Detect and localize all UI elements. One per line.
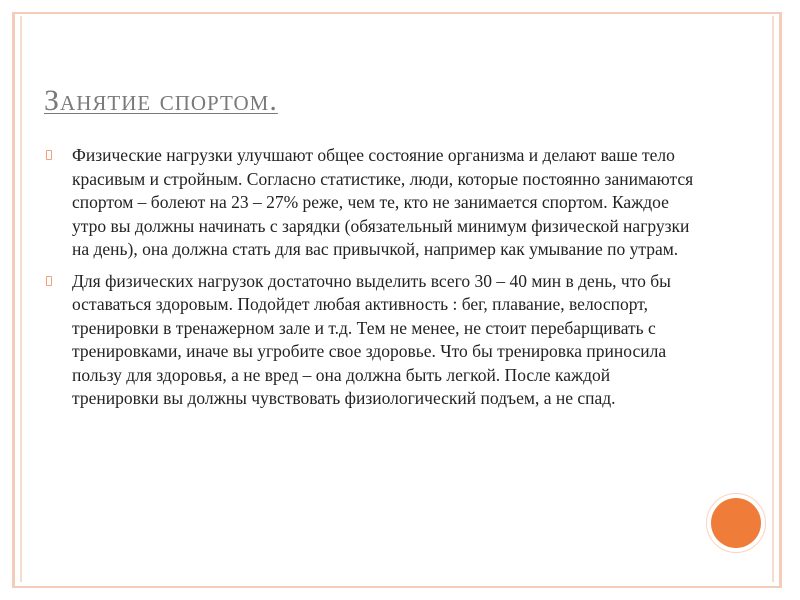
bullet-text: Для физических нагрузок достаточно выделить всего 30 – 40 мин в день, что бы оставаться здоровым. Подойдет любая активность : бег, плавание, велоспорт, тренировки в тренажерном зале и т.д. Тем не менее, не стоит перебарщивать с тренировками, иначе вы угробите свое здоровье. Что бы тренировка приносила пользу для здоровья, а не вред – она должна быть легкой. После каждой тренировки вы должны чувствовать физиологический подъем, а не спад. <box>72 270 671 408</box>
slide-title: Занятие спортом. <box>44 84 278 117</box>
bullet-marker-icon <box>46 149 54 161</box>
bullet-item <box>44 270 694 411</box>
bullet-marker-icon <box>46 275 54 287</box>
decorative-circle-icon <box>711 498 761 548</box>
bullet-text: Физические нагрузки улучшают общее состояние организма и делают ваше тело красивым и стройным. Согласно статистике, люди, которые постоянно занимаются спортом – болеют на 23 – 27% реже, чем те, кто не занимается спортом. Каждое утро вы должны начинать с зарядки (обязательный минимум физической нагрузки на день), она должна стать для вас привычкой, например как умывание по утрам. <box>72 145 694 259</box>
bullet-list <box>44 144 694 419</box>
bullet-item <box>44 144 694 262</box>
